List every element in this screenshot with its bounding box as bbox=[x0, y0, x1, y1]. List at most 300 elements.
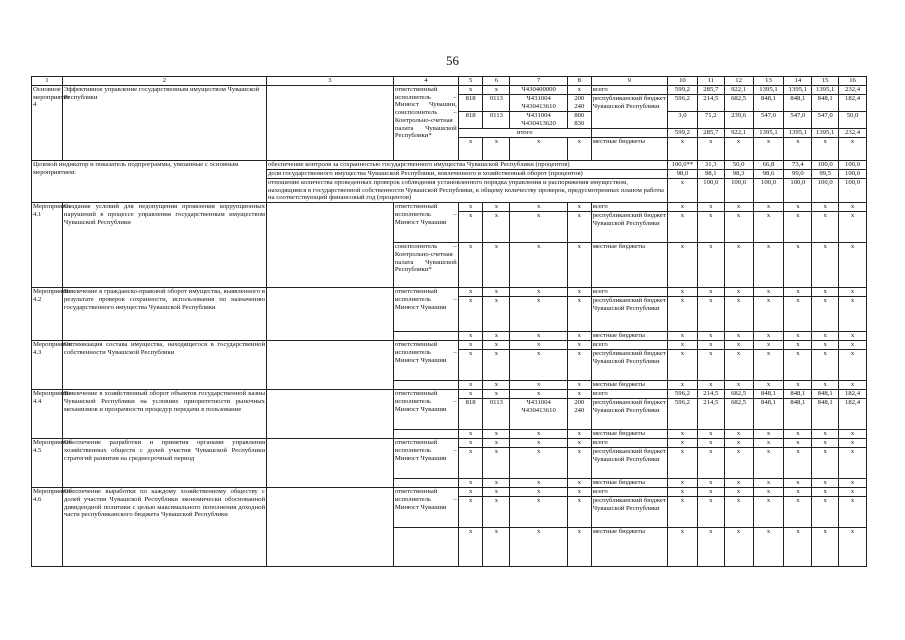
funding-source: местные бюджеты bbox=[591, 528, 667, 567]
value-cell: x bbox=[753, 448, 784, 479]
value-cell: x bbox=[753, 341, 784, 350]
value-cell: 848,1 bbox=[812, 95, 839, 112]
code-cell: 0113 bbox=[483, 399, 510, 430]
value-cell: x bbox=[667, 528, 697, 567]
funding-source: местные бюджеты bbox=[591, 479, 667, 488]
code-cell: x bbox=[483, 332, 510, 341]
code-cell: x bbox=[510, 243, 568, 288]
value-cell: x bbox=[839, 488, 867, 497]
code-cell: x bbox=[483, 243, 510, 288]
value-cell: x bbox=[784, 430, 812, 439]
value-cell: 547,0 bbox=[753, 112, 784, 129]
value-cell: x bbox=[697, 203, 724, 212]
value-cell: x bbox=[724, 203, 753, 212]
code-cell: x bbox=[483, 479, 510, 488]
measure-code: Мероприятие 4.1 bbox=[32, 203, 63, 288]
value-cell: x bbox=[839, 212, 867, 243]
value-cell: x bbox=[753, 497, 784, 528]
code-cell: x bbox=[510, 439, 568, 448]
code-cell: x bbox=[510, 448, 568, 479]
value-cell: 848,1 bbox=[753, 390, 784, 399]
empty-cell bbox=[393, 332, 458, 341]
code-cell: x bbox=[568, 341, 592, 350]
code-cell: x bbox=[458, 497, 483, 528]
value-cell: x bbox=[724, 448, 753, 479]
value-cell: 848,1 bbox=[784, 95, 812, 112]
funding-source: местные бюджеты bbox=[591, 332, 667, 341]
value-cell: 682,5 bbox=[724, 399, 753, 430]
value-cell: x bbox=[724, 297, 753, 332]
code-cell: x bbox=[568, 138, 592, 161]
code-cell: x bbox=[458, 243, 483, 288]
code-cell: x bbox=[483, 297, 510, 332]
value-cell: x bbox=[753, 212, 784, 243]
value-cell: 682,5 bbox=[724, 390, 753, 399]
funding-source: республиканский бюджет Чувашской Республики bbox=[591, 448, 667, 479]
funding-source: всего bbox=[591, 86, 667, 95]
funding-source: всего bbox=[591, 439, 667, 448]
value-cell: 50,0 bbox=[724, 161, 753, 170]
value-cell: 596,2 bbox=[667, 399, 697, 430]
indicator-text: обеспечение контроля за сохранностью государственного имущества Чувашской Республики (процентов) bbox=[267, 161, 668, 170]
value-cell: x bbox=[697, 430, 724, 439]
value-cell: x bbox=[812, 381, 839, 390]
responsible-executor bbox=[393, 203, 458, 243]
value-cell: x bbox=[784, 341, 812, 350]
value-cell: x bbox=[753, 430, 784, 439]
code-cell: x bbox=[510, 390, 568, 399]
code-cell: x bbox=[458, 381, 483, 390]
value-cell: x bbox=[839, 497, 867, 528]
measure-code: Мероприятие 4.4 bbox=[32, 390, 63, 439]
funding-source: республиканский бюджет Чувашской Республики bbox=[591, 212, 667, 243]
code-cell: 818 bbox=[458, 399, 483, 430]
measure-code: Мероприятие 4.5 bbox=[32, 439, 63, 488]
value-cell: x bbox=[812, 288, 839, 297]
value-cell: 214,5 bbox=[697, 399, 724, 430]
value-cell: 848,1 bbox=[753, 95, 784, 112]
value-cell: 100,0 bbox=[697, 179, 724, 203]
value-cell: 100,0 bbox=[753, 179, 784, 203]
value-cell: x bbox=[812, 479, 839, 488]
value-cell: x bbox=[724, 288, 753, 297]
value-cell: 182,4 bbox=[839, 95, 867, 112]
column-number: 12 bbox=[724, 77, 753, 86]
value-cell: x bbox=[697, 243, 724, 288]
responsible-executor: ответственный исполнитель – Минюст Чувашии bbox=[393, 439, 458, 479]
funding-source: всего bbox=[591, 390, 667, 399]
value-cell: 1395,1 bbox=[753, 86, 784, 95]
value-cell: x bbox=[784, 479, 812, 488]
measure-row bbox=[32, 341, 867, 350]
code-cell: x bbox=[568, 448, 592, 479]
code-cell: x bbox=[510, 288, 568, 297]
value-cell: 31,3 bbox=[697, 161, 724, 170]
value-cell: x bbox=[784, 243, 812, 288]
measure-title: Создание условий для недопущения проявления коррупционных нарушений в процессе управления государственным имуществом Чувашской Республики bbox=[62, 203, 266, 288]
value-cell: x bbox=[784, 381, 812, 390]
value-cell: 1395,1 bbox=[812, 129, 839, 138]
value-cell: x bbox=[812, 203, 839, 212]
value-cell: 848,1 bbox=[812, 390, 839, 399]
value-cell: x bbox=[697, 138, 724, 161]
value-cell: x bbox=[724, 332, 753, 341]
code-cell: x bbox=[483, 86, 510, 95]
indicator-text: доля государственного имущества Чувашской Республики, вовлеченного в хозяйственный оборот (процентов) bbox=[267, 170, 668, 179]
measure-code: Основное мероприятие 4 bbox=[32, 86, 63, 161]
column-number: 16 bbox=[839, 77, 867, 86]
value-cell: x bbox=[667, 203, 697, 212]
value-cell: x bbox=[697, 528, 724, 567]
value-cell: 285,7 bbox=[697, 129, 724, 138]
code-cell: x bbox=[510, 528, 568, 567]
value-cell: x bbox=[667, 448, 697, 479]
indicator-text: отношение количества проведенных проверок соблюдения установленного порядка управления и распоряжения имуществом, находящимся в государственной собственности Чувашской Республики, к общему количеству проверок, предусмотренных планом работы на соответствующий финансовый год (процентов) bbox=[267, 179, 668, 203]
funding-source: республиканский бюджет Чувашской Республики bbox=[591, 350, 667, 381]
value-cell: x bbox=[784, 288, 812, 297]
code-cell: x bbox=[458, 488, 483, 497]
code-cell: x bbox=[458, 430, 483, 439]
value-cell: 98,6 bbox=[753, 170, 784, 179]
funding-source: всего bbox=[591, 203, 667, 212]
column-number: 7 bbox=[510, 77, 568, 86]
value-cell: 73,4 bbox=[784, 161, 812, 170]
code-cell: x bbox=[483, 350, 510, 381]
value-cell: x bbox=[724, 439, 753, 448]
column-number: 1 bbox=[32, 77, 63, 86]
measure-row bbox=[32, 439, 867, 448]
measure-row bbox=[32, 203, 867, 212]
code-cell: 0113 bbox=[483, 95, 510, 112]
value-cell: 100,0 bbox=[784, 179, 812, 203]
value-cell: 599,2 bbox=[667, 129, 697, 138]
funding-source: местные бюджеты bbox=[591, 430, 667, 439]
code-cell: Ч431004 Ч430413610 bbox=[510, 95, 568, 112]
code-cell: 818 bbox=[458, 112, 483, 129]
value-cell: x bbox=[784, 439, 812, 448]
code-cell: x bbox=[458, 390, 483, 399]
measure-title: Вовлечение в хозяйственный оборот объектов государственной казны Чувашской Республики на условиях приоритетности рыночных механизмов и прозрачности процедур передачи в пользование bbox=[62, 390, 266, 439]
column-number: 4 bbox=[393, 77, 458, 86]
value-cell: x bbox=[724, 381, 753, 390]
value-cell: x bbox=[724, 528, 753, 567]
measure-row bbox=[32, 488, 867, 497]
value-cell: x bbox=[812, 212, 839, 243]
value-cell: x bbox=[753, 488, 784, 497]
value-cell: x bbox=[812, 439, 839, 448]
value-cell: x bbox=[667, 350, 697, 381]
value-cell: x bbox=[839, 448, 867, 479]
value-cell: 100,0** bbox=[667, 161, 697, 170]
value-cell: x bbox=[697, 439, 724, 448]
code-cell: x bbox=[458, 528, 483, 567]
code-cell: x bbox=[568, 479, 592, 488]
value-cell: 100,0 bbox=[839, 170, 867, 179]
funding-source: всего bbox=[591, 341, 667, 350]
measure-code: Мероприятие 4.3 bbox=[32, 341, 63, 390]
value-cell: x bbox=[784, 332, 812, 341]
column-number: 2 bbox=[62, 77, 266, 86]
measure-row bbox=[32, 288, 867, 297]
empty-cell bbox=[267, 341, 394, 390]
code-cell: x bbox=[458, 86, 483, 95]
value-cell: 1395,1 bbox=[784, 129, 812, 138]
value-cell: x bbox=[784, 497, 812, 528]
measure-title: Обеспечение разработки и принятия органами управления хозяйственных обществ с долей участия Чувашской Республики стратегий развития на среднесрочный период bbox=[62, 439, 266, 488]
value-cell: 182,4 bbox=[839, 390, 867, 399]
funding-source: всего bbox=[591, 288, 667, 297]
code-cell: x bbox=[568, 497, 592, 528]
code-cell: x bbox=[510, 332, 568, 341]
funding-source: местные бюджеты bbox=[591, 243, 667, 288]
code-cell: x bbox=[483, 138, 510, 161]
code-cell: Ч431004 Ч430413620 bbox=[510, 112, 568, 129]
empty-cell bbox=[267, 288, 394, 341]
code-cell: x bbox=[458, 350, 483, 381]
code-cell: x bbox=[510, 381, 568, 390]
value-cell: x bbox=[667, 332, 697, 341]
column-number: 14 bbox=[784, 77, 812, 86]
value-cell: x bbox=[667, 138, 697, 161]
value-cell: 100,0 bbox=[839, 179, 867, 203]
code-cell: x bbox=[483, 439, 510, 448]
value-cell: x bbox=[667, 479, 697, 488]
value-cell: x bbox=[839, 439, 867, 448]
value-cell: 50,0 bbox=[839, 112, 867, 129]
code-cell: 200 240 bbox=[568, 95, 592, 112]
value-cell: x bbox=[839, 203, 867, 212]
funding-source: местные бюджеты bbox=[591, 138, 667, 161]
code-cell: x bbox=[568, 243, 592, 288]
column-number: 13 bbox=[753, 77, 784, 86]
code-cell: x bbox=[458, 212, 483, 243]
measure-title: Оптимизация состава имущества, находящегося в государственной собственности Чувашской Республики bbox=[62, 341, 266, 390]
code-cell: x bbox=[568, 390, 592, 399]
responsible-executor: ответственный исполнитель – Минюст Чувашии, соисполнитель – Контрольно-счетная палата Чувашской Республики* bbox=[393, 86, 458, 161]
code-cell: 0113 bbox=[483, 112, 510, 129]
measure-title: Вовлечение в гражданско-правовой оборот имущества, выявленного в результате проверок сохранности, использования по назначению государственного имущества Чувашской Республики bbox=[62, 288, 266, 341]
value-cell: x bbox=[753, 288, 784, 297]
header-row bbox=[32, 77, 867, 86]
empty-cell bbox=[393, 381, 458, 390]
value-cell: x bbox=[784, 203, 812, 212]
code-cell: x bbox=[458, 203, 483, 212]
value-cell: x bbox=[812, 138, 839, 161]
value-cell: x bbox=[839, 341, 867, 350]
value-cell: x bbox=[724, 497, 753, 528]
code-cell: x bbox=[568, 212, 592, 243]
value-cell: 99,5 bbox=[812, 170, 839, 179]
code-cell: x bbox=[568, 430, 592, 439]
value-cell: x bbox=[753, 138, 784, 161]
code-cell: x bbox=[483, 448, 510, 479]
code-cell: x bbox=[568, 86, 592, 95]
value-cell: x bbox=[839, 297, 867, 332]
code-cell: x bbox=[510, 350, 568, 381]
code-cell: x bbox=[458, 341, 483, 350]
value-cell: x bbox=[697, 488, 724, 497]
value-cell: 922,1 bbox=[724, 86, 753, 95]
value-cell: x bbox=[839, 381, 867, 390]
value-cell: 99,0 bbox=[784, 170, 812, 179]
value-cell: x bbox=[724, 430, 753, 439]
value-cell: x bbox=[839, 479, 867, 488]
value-cell: x bbox=[784, 138, 812, 161]
value-cell: x bbox=[697, 212, 724, 243]
value-cell: 547,0 bbox=[812, 112, 839, 129]
empty-cell bbox=[267, 439, 394, 488]
code-cell: x bbox=[510, 497, 568, 528]
value-cell: x bbox=[812, 488, 839, 497]
code-cell: x bbox=[458, 288, 483, 297]
code-cell: x bbox=[483, 203, 510, 212]
value-cell: 100,0 bbox=[839, 161, 867, 170]
measure-title: Эффективное управление государственным имуществом Чувашской Республики bbox=[62, 86, 266, 161]
column-number: 6 bbox=[483, 77, 510, 86]
co-executor: соисполнитель – Контрольно-счетная палата Чувашской Республики* bbox=[393, 243, 458, 288]
value-cell: x bbox=[697, 497, 724, 528]
code-cell: x bbox=[483, 381, 510, 390]
empty-cell bbox=[267, 390, 394, 439]
empty-cell bbox=[267, 488, 394, 567]
code-cell: 800 830 bbox=[568, 112, 592, 129]
value-cell: x bbox=[667, 488, 697, 497]
value-cell: 100,0 bbox=[812, 161, 839, 170]
value-cell: 214,5 bbox=[697, 95, 724, 112]
code-cell: x bbox=[510, 341, 568, 350]
funding-source: местные бюджеты bbox=[591, 381, 667, 390]
measure-row bbox=[32, 390, 867, 399]
value-cell: x bbox=[812, 497, 839, 528]
responsible-executor: ответственный исполнитель – Минюст Чувашии bbox=[393, 488, 458, 528]
code-cell: x bbox=[483, 341, 510, 350]
value-cell: 1395,1 bbox=[812, 86, 839, 95]
code-cell: x bbox=[568, 381, 592, 390]
value-cell: 1395,1 bbox=[753, 129, 784, 138]
value-cell: x bbox=[667, 341, 697, 350]
value-cell: x bbox=[667, 179, 697, 203]
value-cell: 232,4 bbox=[839, 86, 867, 95]
code-cell: x bbox=[458, 448, 483, 479]
value-cell: x bbox=[724, 138, 753, 161]
value-cell: x bbox=[812, 430, 839, 439]
value-cell: x bbox=[812, 243, 839, 288]
value-cell: x bbox=[724, 479, 753, 488]
value-cell: x bbox=[784, 212, 812, 243]
value-cell: x bbox=[812, 332, 839, 341]
empty-cell bbox=[393, 479, 458, 488]
funding-source: республиканский бюджет Чувашской Республики bbox=[591, 297, 667, 332]
code-cell: x bbox=[483, 488, 510, 497]
value-cell: x bbox=[667, 297, 697, 332]
code-cell: x bbox=[483, 528, 510, 567]
measure-code: Мероприятие 4.6 bbox=[32, 488, 63, 567]
value-cell: x bbox=[812, 341, 839, 350]
value-cell: x bbox=[753, 332, 784, 341]
value-cell: x bbox=[667, 243, 697, 288]
value-cell: 100,0 bbox=[812, 179, 839, 203]
code-cell: Ч430400000 bbox=[510, 86, 568, 95]
code-cell: x bbox=[568, 332, 592, 341]
empty-cell bbox=[267, 86, 394, 161]
funding-source: республиканский бюджет Чувашской Республики bbox=[591, 95, 667, 129]
value-cell: 599,2 bbox=[667, 86, 697, 95]
code-cell: x bbox=[568, 288, 592, 297]
code-cell: x bbox=[510, 479, 568, 488]
value-cell: x bbox=[753, 243, 784, 288]
value-cell: 214,5 bbox=[697, 390, 724, 399]
code-cell: x bbox=[458, 439, 483, 448]
code-cell: x bbox=[483, 430, 510, 439]
code-cell: x bbox=[458, 332, 483, 341]
value-cell: 182,4 bbox=[839, 399, 867, 430]
column-number: 5 bbox=[458, 77, 483, 86]
main-row bbox=[32, 86, 867, 95]
code-cell: 200 240 bbox=[568, 399, 592, 430]
value-cell: x bbox=[784, 297, 812, 332]
responsible-executor: ответственный исполнитель – Минюст Чувашии bbox=[393, 341, 458, 381]
value-cell: x bbox=[784, 528, 812, 567]
code-cell: x bbox=[483, 212, 510, 243]
total-label: итого bbox=[458, 129, 591, 138]
value-cell: x bbox=[667, 381, 697, 390]
empty-cell bbox=[393, 430, 458, 439]
value-cell: x bbox=[753, 439, 784, 448]
code-cell: x bbox=[510, 430, 568, 439]
code-cell: x bbox=[510, 203, 568, 212]
value-cell: x bbox=[697, 297, 724, 332]
value-cell: x bbox=[667, 212, 697, 243]
responsible-executor: ответственный исполнитель – Минюст Чувашии bbox=[393, 390, 458, 430]
value-cell: 848,1 bbox=[812, 399, 839, 430]
measure-code: Мероприятие 4.2 bbox=[32, 288, 63, 341]
value-cell: x bbox=[697, 381, 724, 390]
value-cell: x bbox=[812, 350, 839, 381]
value-cell: 100,0 bbox=[724, 179, 753, 203]
page-number: 56 bbox=[446, 53, 459, 68]
value-cell: 66,8 bbox=[753, 161, 784, 170]
value-cell: 682,5 bbox=[724, 95, 753, 112]
value-cell: 98,3 bbox=[724, 170, 753, 179]
column-number: 3 bbox=[267, 77, 394, 86]
value-cell: x bbox=[667, 497, 697, 528]
value-cell: x bbox=[724, 212, 753, 243]
value-cell: 596,2 bbox=[667, 390, 697, 399]
value-cell: x bbox=[812, 528, 839, 567]
value-cell: x bbox=[753, 528, 784, 567]
value-cell: 239,6 bbox=[724, 112, 753, 129]
value-cell: x bbox=[812, 448, 839, 479]
value-cell: x bbox=[753, 350, 784, 381]
code-cell: x bbox=[568, 350, 592, 381]
value-cell: 98,0 bbox=[667, 170, 697, 179]
indicator-label: Целевой индикатор и показатель подпрограммы, увязанные с основным мероприятием: bbox=[32, 161, 267, 203]
column-number: 8 bbox=[568, 77, 592, 86]
funding-source: всего bbox=[591, 488, 667, 497]
value-cell: x bbox=[784, 350, 812, 381]
value-cell: x bbox=[784, 448, 812, 479]
value-cell: 848,1 bbox=[753, 399, 784, 430]
value-cell: x bbox=[697, 288, 724, 297]
code-cell: 818 bbox=[458, 95, 483, 112]
value-cell: x bbox=[724, 341, 753, 350]
code-cell: Ч431004 Ч430413610 bbox=[510, 399, 568, 430]
value-cell: x bbox=[724, 488, 753, 497]
value-cell: x bbox=[697, 350, 724, 381]
value-cell: x bbox=[697, 448, 724, 479]
value-cell: x bbox=[667, 288, 697, 297]
value-cell: x bbox=[724, 243, 753, 288]
